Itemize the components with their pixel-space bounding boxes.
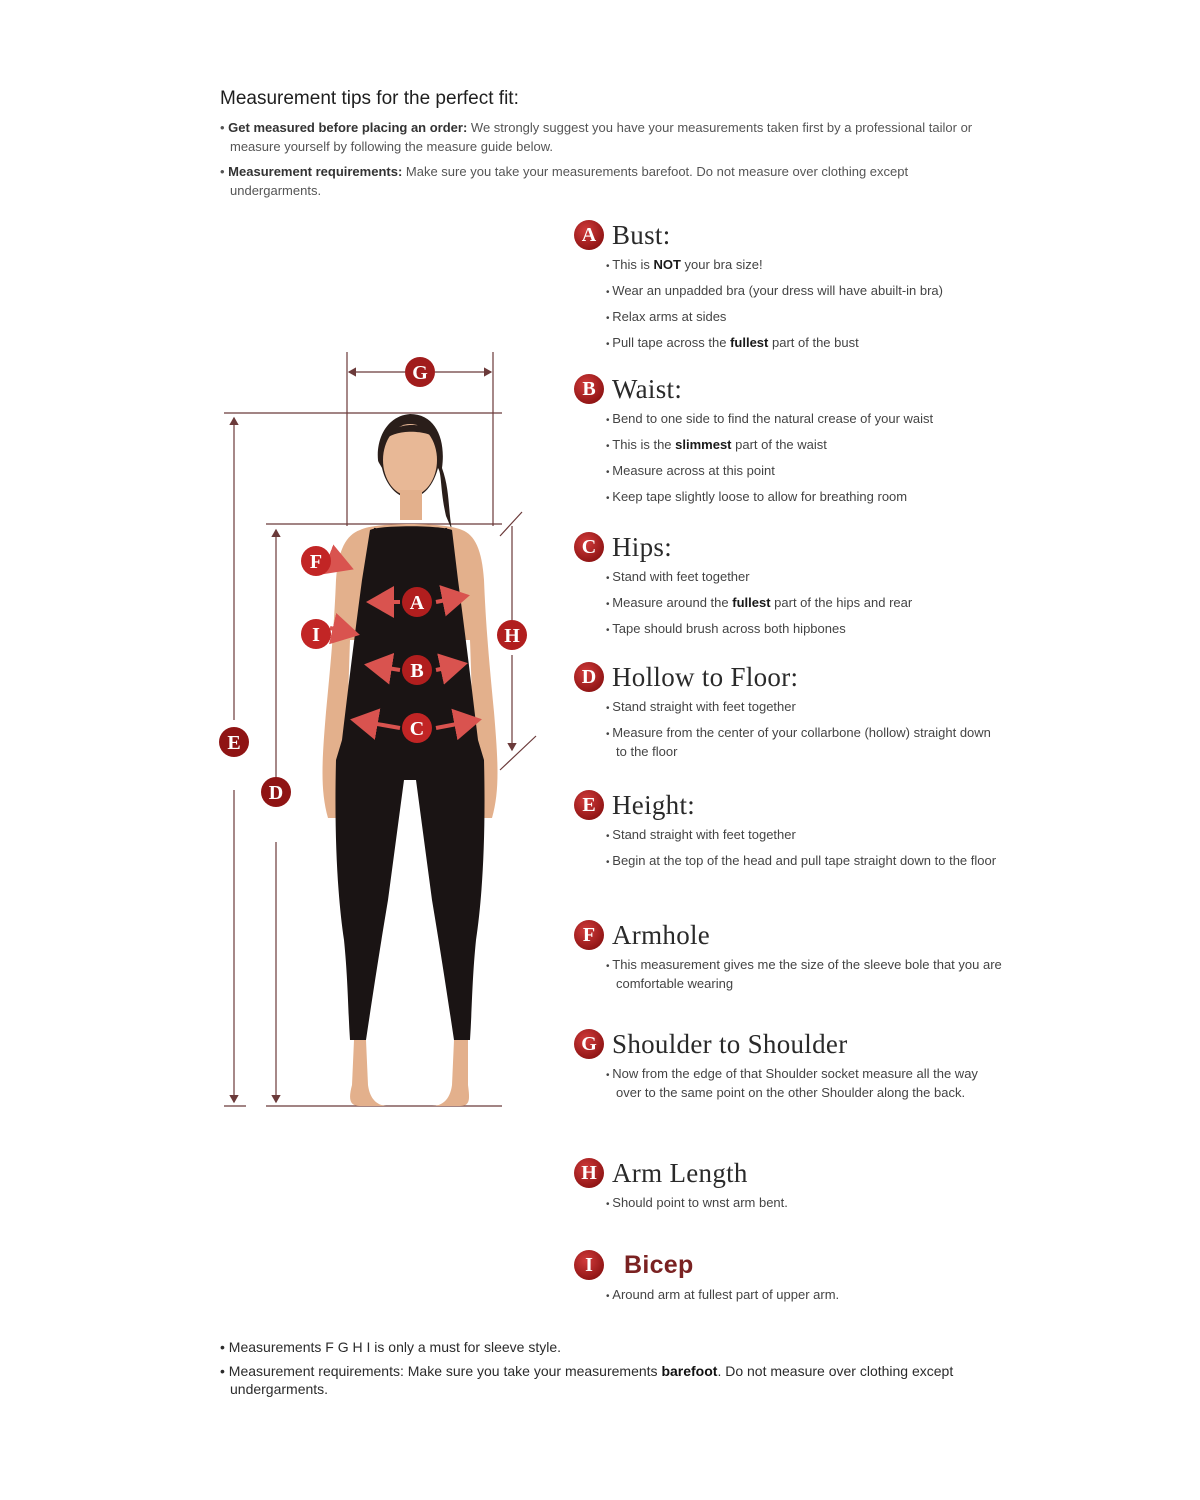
bullet-text: Pull tape across the bbox=[612, 335, 731, 350]
footer-notes bbox=[220, 1338, 1000, 1404]
section-header bbox=[574, 788, 1004, 822]
section-title: Bicep bbox=[624, 1250, 694, 1279]
bullet-text: Tape should brush across both hipbones bbox=[612, 621, 846, 636]
intro-bullet-text: We strongly suggest you have your measurements taken first by a professional tailor or measure yourself by following the measure guide below. bbox=[230, 120, 973, 154]
bullet-text: Stand with feet together bbox=[612, 569, 750, 584]
bullet-text: Measure around the bbox=[612, 595, 733, 610]
section-title: Hollow to Floor: bbox=[612, 661, 799, 692]
badge-letter: D bbox=[268, 782, 284, 804]
bullet-emphasis: NOT bbox=[653, 257, 681, 272]
bullet-text: This is the bbox=[612, 437, 676, 452]
section-bullet bbox=[606, 462, 1004, 481]
section-badge: H bbox=[574, 1158, 604, 1188]
section-bullets bbox=[606, 568, 1004, 639]
bullet-text: Measure from the center of your collarbone (hollow) straight down to the floor bbox=[612, 725, 991, 759]
section-bullet bbox=[606, 436, 1004, 455]
section-bullets bbox=[606, 1286, 1004, 1305]
badge-d bbox=[261, 777, 291, 807]
section-bullet bbox=[606, 1065, 1004, 1101]
section-bullet bbox=[606, 826, 1004, 845]
badge-f bbox=[301, 546, 331, 576]
section-header bbox=[574, 372, 1004, 406]
section-bullets bbox=[606, 826, 1004, 871]
intro-bullet-lead: Get measured before placing an order: bbox=[228, 120, 468, 135]
bullet-text: Should point to wnst arm bent. bbox=[612, 1195, 788, 1210]
section-bullet bbox=[606, 956, 1004, 992]
section-badge: E bbox=[574, 790, 604, 820]
badge-letter: H bbox=[504, 625, 520, 647]
section-bullet bbox=[606, 308, 1004, 327]
badge-letter: G bbox=[412, 362, 428, 384]
section-e bbox=[574, 788, 1004, 878]
section-bullets bbox=[606, 1065, 1004, 1101]
section-bullet bbox=[606, 568, 1004, 587]
bullet-text: Keep tape slightly loose to allow for breathing room bbox=[612, 489, 908, 504]
bullet-text: part of the bust bbox=[768, 335, 859, 350]
badge-h bbox=[497, 620, 527, 650]
section-header bbox=[574, 530, 1004, 564]
section-bullet bbox=[606, 724, 1004, 760]
bullet-text: your bra size! bbox=[680, 257, 763, 272]
section-bullet bbox=[606, 1194, 1004, 1213]
section-c bbox=[574, 530, 1004, 646]
badge-a bbox=[402, 587, 432, 617]
intro-bullet-text: Make sure you take your measurements barefoot. Do not measure over clothing except undergarments. bbox=[230, 164, 909, 198]
section-bullet bbox=[606, 410, 1004, 429]
page-title: Measurement tips for the perfect fit: bbox=[220, 88, 519, 109]
bullet-emphasis: slimmest bbox=[675, 437, 732, 452]
badge-letter: C bbox=[409, 718, 425, 740]
bullet-text: Relax arms at sides bbox=[612, 309, 727, 324]
footer-note-bold: barefoot bbox=[661, 1363, 718, 1379]
section-bullet bbox=[606, 698, 1004, 717]
section-bullet bbox=[606, 282, 1004, 301]
section-g bbox=[574, 1027, 1004, 1108]
bullet-text: Begin at the top of the head and pull tape straight down to the floor bbox=[612, 853, 997, 868]
section-i bbox=[574, 1248, 1004, 1312]
section-title: Shoulder to Shoulder bbox=[612, 1028, 848, 1059]
section-bullets bbox=[606, 956, 1004, 992]
section-f bbox=[574, 918, 1004, 999]
bullet-text: Measure across at this point bbox=[612, 463, 775, 478]
badge-letter: I bbox=[312, 624, 320, 646]
section-title: Hips: bbox=[612, 531, 673, 562]
bullet-text: Around arm at fullest part of upper arm. bbox=[612, 1287, 840, 1302]
bullet-text: Bend to one side to find the natural crease of your waist bbox=[612, 411, 934, 426]
badge-b bbox=[402, 655, 432, 685]
section-bullet bbox=[606, 334, 1004, 353]
section-title: Height: bbox=[612, 789, 696, 820]
badge-letter: B bbox=[410, 660, 424, 682]
bullet-text: Now from the edge of that Shoulder socket measure all the way over to the same point on the other Shoulder along the back. bbox=[612, 1066, 978, 1100]
section-header bbox=[574, 1248, 1004, 1282]
section-bullets bbox=[606, 256, 1004, 353]
badge-g bbox=[405, 357, 435, 387]
bullet-text: This is bbox=[612, 257, 654, 272]
model-silhouette bbox=[323, 414, 498, 1106]
bullet-text: Stand straight with feet together bbox=[612, 699, 796, 714]
section-title: Waist: bbox=[612, 373, 683, 404]
section-a bbox=[574, 218, 1004, 360]
section-bullet bbox=[606, 256, 1004, 275]
badge-letter: F bbox=[309, 551, 323, 573]
section-h bbox=[574, 1156, 1004, 1220]
bullet-emphasis: fullest bbox=[732, 595, 771, 610]
section-header bbox=[574, 660, 1004, 694]
intro-block bbox=[220, 88, 1000, 206]
footer-note-text: Measurement requirements: Make sure you take your measurements bbox=[228, 1363, 662, 1379]
bullet-text: part of the waist bbox=[731, 437, 827, 452]
bullet-text: This measurement gives me the size of the sleeve bole that you are comfortable wearing bbox=[612, 957, 1002, 991]
section-header bbox=[574, 1156, 1004, 1190]
intro-bullet: • Get measured before placing an order: We strongly suggest you have your measurements taken first by a professional tailor or measure yourself by following the measure guide below. bbox=[220, 120, 973, 154]
bullet-text: Stand straight with feet together bbox=[612, 827, 796, 842]
section-badge: B bbox=[574, 374, 604, 404]
footer-note: • Measurement requirements: Make sure you take your measurements barefoot. Do not measure over clothing except undergarments. bbox=[220, 1363, 954, 1397]
intro-bullet: • Measurement requirements: Make sure you take your measurements barefoot. Do not measure over clothing except undergarments. bbox=[220, 164, 909, 198]
section-badge: C bbox=[574, 532, 604, 562]
intro-bullet-lead: Measurement requirements: bbox=[228, 164, 403, 179]
badge-i bbox=[301, 619, 331, 649]
footer-note-text: Measurements F G H I is only a must for sleeve style. bbox=[228, 1339, 562, 1355]
section-header bbox=[574, 918, 1004, 952]
measurement-figure bbox=[210, 340, 550, 1120]
section-bullets bbox=[606, 1194, 1004, 1213]
section-bullet bbox=[606, 852, 1004, 871]
section-badge: G bbox=[574, 1029, 604, 1059]
bullet-text: Wear an unpadded bra (your dress will have abuilt-in bra) bbox=[612, 283, 943, 298]
section-badge: A bbox=[574, 220, 604, 250]
footer-note-text: . Do not measure over clothing except undergarments. bbox=[230, 1363, 954, 1397]
figure-diagram bbox=[210, 340, 550, 1120]
section-title: Arm Length bbox=[612, 1157, 748, 1188]
badge-letter: E bbox=[227, 732, 241, 754]
badge-letter: A bbox=[409, 592, 425, 614]
section-bullet bbox=[606, 488, 1004, 507]
section-badge: I bbox=[574, 1250, 604, 1280]
badge-c bbox=[402, 713, 432, 743]
bullet-emphasis: fullest bbox=[730, 335, 769, 350]
section-header bbox=[574, 1027, 1004, 1061]
section-badge: D bbox=[574, 662, 604, 692]
badge-e bbox=[219, 727, 249, 757]
bullet-text: part of the hips and rear bbox=[770, 595, 913, 610]
section-bullet bbox=[606, 1286, 1004, 1305]
section-bullets bbox=[606, 410, 1004, 507]
section-d bbox=[574, 660, 1004, 767]
section-bullet bbox=[606, 620, 1004, 639]
section-b bbox=[574, 372, 1004, 514]
footer-note: • Measurements F G H I is only a must for sleeve style. bbox=[220, 1339, 562, 1355]
section-bullets bbox=[606, 698, 1004, 760]
section-title: Armhole bbox=[612, 919, 711, 950]
section-badge: F bbox=[574, 920, 604, 950]
section-title: Bust: bbox=[612, 219, 671, 250]
section-header bbox=[574, 218, 1004, 252]
section-bullet bbox=[606, 594, 1004, 613]
